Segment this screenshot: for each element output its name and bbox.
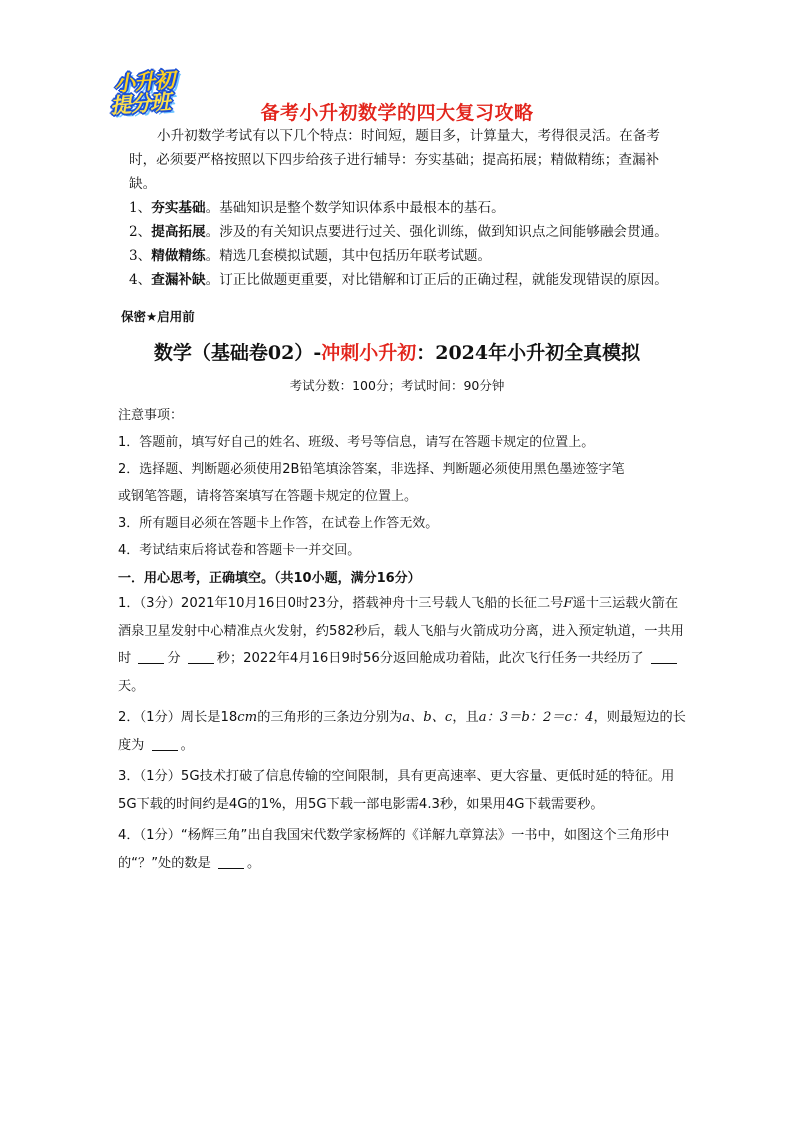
tip-item	[129, 244, 689, 268]
tip-number: 4、	[129, 272, 152, 288]
tip-item	[129, 268, 689, 292]
confidential-label: 保密★启用前	[121, 309, 195, 324]
question-3: 3．（1分）5G技术打破了信息传输的空间限制，具有更高速率、更大容量、更低时延的特征。用5G下载的时间约是4G的1%，用5G下载一部电影需4.3秒，如果用4G下载需要秒。	[118, 769, 675, 812]
note-item: 1．答题前，填写好自己的姓名、班级、考号等信息，请写在答题卡规定的位置上。	[118, 435, 595, 450]
answer-blank[interactable]	[651, 649, 677, 664]
exam-title	[0, 338, 794, 365]
note-item: 或钢笔答题，请将答案填写在答题卡规定的位置上。	[118, 489, 418, 504]
question-text: 天。	[118, 678, 145, 694]
answer-blank[interactable]	[218, 854, 244, 869]
section-title: 一．用心思考，正确填空。（共10小题，满分16分）	[118, 571, 421, 586]
rocket-letter: F	[563, 596, 573, 611]
page-title: 备考小升初数学的四大复习攻略	[260, 102, 534, 124]
tip-number: 1、	[129, 200, 152, 216]
tip-text: 。涉及的有关知识点要进行过关、强化训练，做到知识点之间能够融会贯通。	[205, 224, 668, 240]
tip-number: 3、	[129, 248, 152, 264]
answer-blank[interactable]	[138, 649, 164, 664]
notes-section	[118, 402, 688, 564]
tip-label: 夯实基础	[151, 200, 206, 216]
question-1	[118, 590, 688, 700]
answer-blank[interactable]	[188, 649, 214, 664]
intro-paragraph	[129, 124, 679, 196]
exam-title-part3: ：2024年小升初全真模拟	[416, 342, 641, 364]
tip-text: 。基础知识是整个数学知识体系中最根本的基石。	[205, 200, 505, 216]
questions-list	[118, 590, 688, 881]
notes-heading: 注意事项：	[118, 408, 184, 423]
question-text: 遥十三运载火箭在酒泉卫星发射中心精准点火发射，约582秒后，载人飞船与火箭成功分离，进入预定轨道，一共用时	[118, 596, 684, 666]
tip-label: 提高拓展	[151, 224, 206, 240]
intro-text: 小升初数学考试有以下几个特点：时间短，题目多，计算量大，考得很灵活。在备考时，必须要严格按照以下四步给孩子进行辅导：夯实基础；提高拓展；精做精练；查漏补缺。	[129, 128, 660, 192]
tip-label: 精做精练	[151, 248, 206, 264]
tip-item	[129, 196, 689, 220]
question-2	[118, 704, 688, 759]
answer-blank[interactable]	[152, 736, 178, 751]
question-text: ，且	[452, 710, 479, 725]
question-text: 秒；2022年4月16日9时56分返回舱成功着陆，此次飞行任务一共经历了	[216, 651, 644, 666]
tip-label: 查漏补缺	[151, 272, 206, 288]
question-text: ，则最短边的长度为	[118, 710, 686, 753]
question-text: 2．（1分）周长是18	[118, 710, 238, 725]
unit-text: cm	[237, 710, 258, 725]
logo-text-line1: 小升初	[113, 67, 175, 97]
question-text: 。	[180, 737, 194, 753]
exam-info: 考试分数：100分；考试时间：90分钟	[289, 378, 505, 393]
logo-text-line2: 提分班	[109, 89, 171, 119]
question-text: 的三角形的三条边分别为	[257, 710, 403, 725]
ratio-expression: a：3＝b：2＝c：4	[478, 710, 594, 725]
tip-text: 。精选几套模拟试题，其中包括历年联考试题。	[205, 248, 492, 264]
note-item: 2．选择题、判断题必须使用2B铅笔填涂答案，非选择、判断题必须使用黑色墨迹签字笔	[118, 462, 625, 477]
question-text: 。	[247, 855, 261, 871]
note-item: 4．考试结束后将试卷和答题卡一并交回。	[118, 543, 361, 558]
tip-text: 。订正比做题更重要，对比错解和订正后的正确过程，就能发现错误的原因。	[205, 272, 668, 288]
tip-number: 2、	[129, 224, 152, 240]
question-text: 4．（1分）“杨辉三角”出自我国宋代数学家杨辉的《详解九章算法》一书中，如图这个三角形中的“？”处的数是	[118, 828, 670, 871]
exam-title-part1: 数学（基础卷02）-	[153, 342, 322, 364]
exam-title-highlight: 冲刺小升初	[321, 342, 417, 364]
note-item: 3．所有题目必须在答题卡上作答，在试卷上作答无效。	[118, 516, 439, 531]
question-text: 分	[167, 651, 181, 666]
variable-list: a、b、c	[402, 710, 453, 725]
question-4	[118, 822, 688, 877]
tip-item	[129, 220, 689, 244]
question-text: 1．（3分）2021年10月16日0时23分，搭载神舟十三号载人飞船的长征二号	[118, 596, 564, 611]
tips-list	[129, 196, 689, 292]
